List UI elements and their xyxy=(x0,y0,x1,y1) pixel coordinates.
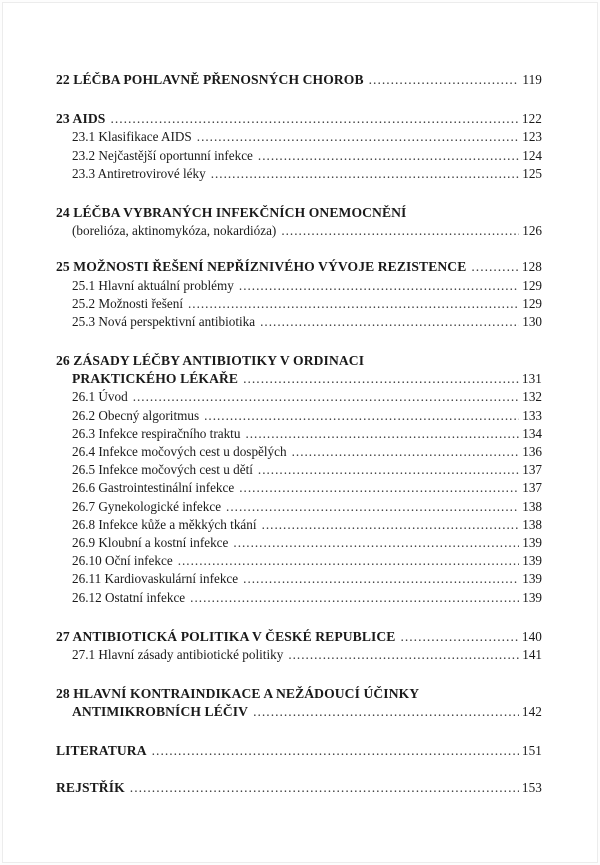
toc-chapter-28-continuation[interactable] xyxy=(56,703,542,721)
toc-section-23-2[interactable] xyxy=(56,147,542,165)
dot-leader xyxy=(110,110,518,128)
toc-entry-label: 26.10 Oční infekce xyxy=(72,553,173,569)
toc-entry-label: 27.1 Hlavní zásady antibiotické politiky xyxy=(72,646,284,662)
toc-page-number: 122 xyxy=(521,111,542,127)
toc-section-27-1[interactable] xyxy=(56,646,542,664)
toc-section-26-5[interactable] xyxy=(56,461,542,479)
toc-chapter-26-continuation[interactable] xyxy=(56,370,542,388)
toc-page-number: 142 xyxy=(521,704,542,720)
dot-leader xyxy=(226,498,519,516)
toc-page-number: 137 xyxy=(522,462,542,478)
toc-page-number: 139 xyxy=(522,553,542,569)
toc-entry-label: LITERATURA xyxy=(56,743,147,759)
dot-leader xyxy=(471,258,519,276)
toc-entry-label: 28 HLAVNÍ KONTRAINDIKACE A NEŽÁDOUCÍ ÚČINKY xyxy=(56,686,420,702)
toc-page-number: 131 xyxy=(521,371,542,387)
toc-entry-label: (borelióza, aktinomykóza, nokardióza) xyxy=(72,223,277,239)
toc-section-26-8[interactable] xyxy=(56,516,542,534)
dot-leader xyxy=(239,277,519,295)
dot-leader xyxy=(262,516,520,534)
dot-leader xyxy=(188,295,519,313)
toc-page-number: 138 xyxy=(522,516,542,532)
dot-leader xyxy=(239,479,519,497)
toc-entry-label: 26.11 Kardiovaskulární infekce xyxy=(72,571,239,587)
dot-leader xyxy=(211,165,520,183)
toc-chapter-26[interactable] xyxy=(56,352,542,370)
toc-section-26-11[interactable] xyxy=(56,570,542,588)
toc-page-number: 126 xyxy=(522,223,542,239)
dot-leader xyxy=(260,313,519,331)
toc-entry-label: 23.1 Klasifikace AIDS xyxy=(72,129,192,145)
toc-entry-label: 26.7 Gynekologické infekce xyxy=(72,498,222,514)
dot-leader xyxy=(292,443,520,461)
toc-section-25-2[interactable] xyxy=(56,295,542,313)
toc-chapter-22[interactable] xyxy=(56,71,542,89)
toc-section-26-12[interactable] xyxy=(56,589,542,607)
dot-leader xyxy=(178,552,520,570)
toc-entry-label: 22 LÉČBA POHLAVNĚ PŘENOSNÝCH CHOROB xyxy=(56,72,364,87)
toc-chapter-27[interactable] xyxy=(56,628,542,646)
toc-entry-label: ANTIMIKROBNÍCH LÉČIV xyxy=(72,704,249,720)
toc-page-number: 151 xyxy=(521,743,542,759)
dot-leader xyxy=(243,570,519,588)
toc-page-number: 140 xyxy=(521,628,542,644)
toc-literatura[interactable] xyxy=(56,742,542,760)
dot-leader xyxy=(204,407,519,425)
toc-entry-label: 25.3 Nová perspektivní antibiotika xyxy=(72,313,256,329)
dot-leader xyxy=(133,388,520,406)
toc-entry-label: 26 ZÁSADY LÉČBY ANTIBIOTIKY V ORDINACI xyxy=(56,353,365,369)
dot-leader xyxy=(288,646,519,664)
toc-page-number: 137 xyxy=(522,480,542,496)
toc-entry-label: PRAKTICKÉHO LÉKAŘE xyxy=(72,371,239,387)
dot-leader xyxy=(130,779,519,797)
toc-page-number: 134 xyxy=(522,425,542,441)
toc-entry-label: 26.3 Infekce respiračního traktu xyxy=(72,425,241,441)
dot-leader xyxy=(258,147,519,165)
toc-page-number: 139 xyxy=(522,534,542,550)
toc-section-26-10[interactable] xyxy=(56,552,542,570)
dot-leader xyxy=(258,461,519,479)
toc-page-number: 129 xyxy=(522,277,542,293)
toc-entry-label: 23.3 Antiretrovirové léky xyxy=(72,165,206,181)
toc-page-number: 128 xyxy=(521,259,542,275)
toc-page-number: 153 xyxy=(521,779,542,795)
dot-leader xyxy=(152,742,519,760)
toc-chapter-28[interactable] xyxy=(56,685,542,703)
toc-entry-label: 26.9 Kloubní a kostní infekce xyxy=(72,534,229,550)
toc-page-number: 136 xyxy=(522,444,542,459)
toc-section-23-1[interactable] xyxy=(56,128,542,146)
toc-page-number: 125 xyxy=(522,165,542,181)
toc-page-number: 119 xyxy=(522,72,542,87)
toc-entry-label: 26.4 Infekce močových cest u dospělých xyxy=(72,444,287,459)
toc-entry-label: 25 MOŽNOSTI ŘEŠENÍ NEPŘÍZNIVÉHO VÝVOJE REZISTENCE xyxy=(56,259,467,275)
toc-entry-label: REJSTŘÍK xyxy=(56,779,125,795)
dot-leader xyxy=(245,425,519,443)
toc-entry-label: 26.1 Úvod xyxy=(72,389,128,405)
toc-entry-label: 25.1 Hlavní aktuální problémy xyxy=(72,277,234,293)
toc-page-number: 141 xyxy=(522,646,542,662)
toc-section-26-9[interactable] xyxy=(56,534,542,552)
toc-entry-label: 26.8 Infekce kůže a měkkých tkání xyxy=(72,516,257,532)
toc-section-26-7[interactable] xyxy=(56,498,542,516)
toc-section-26-4[interactable] xyxy=(56,443,542,461)
toc-page-number: 129 xyxy=(522,295,542,311)
toc-page-number: 124 xyxy=(522,147,542,163)
dot-leader xyxy=(190,589,519,607)
toc-entry-label: 25.2 Možnosti řešení xyxy=(72,295,183,311)
toc-entry-label: 26.2 Obecný algoritmus xyxy=(72,407,200,423)
toc-section-26-6[interactable] xyxy=(56,479,542,497)
toc-page-number: 123 xyxy=(522,129,542,145)
dot-leader xyxy=(243,370,519,388)
dot-leader xyxy=(281,222,519,240)
toc-page-number: 139 xyxy=(522,571,542,587)
toc-section-26-3[interactable] xyxy=(56,425,542,443)
toc-entry-label: 23 AIDS xyxy=(56,111,106,127)
toc-entry-label: 26.5 Infekce močových cest u dětí xyxy=(72,462,253,478)
toc-section-25-3[interactable] xyxy=(56,313,542,331)
toc-section-25-1[interactable] xyxy=(56,277,542,295)
toc-page-number: 138 xyxy=(522,498,542,514)
toc-section-26-2[interactable] xyxy=(56,407,542,425)
toc-chapter-25[interactable] xyxy=(56,258,542,276)
toc-section-23-3[interactable] xyxy=(56,165,542,183)
dot-leader xyxy=(197,128,519,146)
dot-leader xyxy=(233,534,519,552)
toc-chapter-24[interactable] xyxy=(56,204,542,222)
dot-leader xyxy=(369,71,520,89)
toc-page-number: 132 xyxy=(522,389,542,405)
document-page xyxy=(2,2,598,863)
toc-page-number: 130 xyxy=(522,313,542,329)
toc-rejstrik[interactable] xyxy=(56,779,542,797)
toc-entry-label: 26.6 Gastrointestinální infekce xyxy=(72,480,235,496)
toc-chapter-24-continuation[interactable] xyxy=(56,222,542,240)
toc-entry-label: 27 ANTIBIOTICKÁ POLITIKA V ČESKÉ REPUBLICE xyxy=(56,628,396,644)
toc-entry-label: 26.12 Ostatní infekce xyxy=(72,589,186,605)
toc-entry-label: 24 LÉČBA VYBRANÝCH INFEKČNÍCH ONEMOCNĚNÍ xyxy=(56,204,407,220)
toc-page-number: 139 xyxy=(522,589,542,605)
toc-chapter-23[interactable] xyxy=(56,110,542,128)
toc-entry-label: 23.2 Nejčastější oportunní infekce xyxy=(72,147,253,163)
toc-page-number: 133 xyxy=(522,407,542,423)
dot-leader xyxy=(400,628,518,646)
toc-section-26-1[interactable] xyxy=(56,388,542,406)
table-of-contents xyxy=(56,71,542,797)
dot-leader xyxy=(253,703,519,721)
